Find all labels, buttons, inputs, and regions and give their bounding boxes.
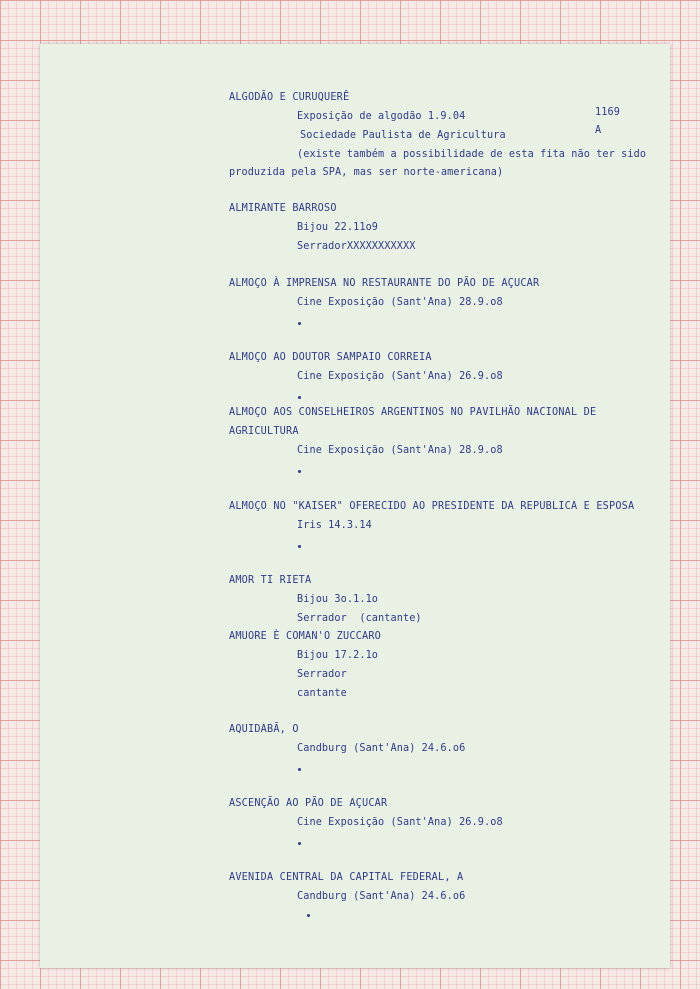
page-mark: A <box>595 125 602 136</box>
bullet-dot <box>298 842 301 845</box>
entry-line: Bijou 22.11o9 <box>297 222 379 233</box>
entry-title: ALMOÇO AO DOUTOR SAMPAIO CORREIA <box>229 352 432 363</box>
entry-title: ASCENÇÃO AO PÃO DE AÇUCAR <box>229 798 388 809</box>
entry-title: AMOR TI RIETA <box>229 575 312 586</box>
entry-line: produzida pela SPA, mas ser norte-americana) <box>229 167 504 178</box>
page-number: 1169 <box>595 107 620 118</box>
entry-line: Cine Exposição (Sant'Ana) 26.9.o8 <box>297 371 503 382</box>
entry-line: Cine Exposição (Sant'Ana) 28.9.o8 <box>297 297 503 308</box>
entry-line: Bijou 17.2.1o <box>297 650 379 661</box>
entry-line: Cine Exposição (Sant'Ana) 26.9.o8 <box>297 817 503 828</box>
entry-title: AMUORE È COMAN'O ZUCCARO <box>229 631 382 642</box>
entry-line: cantante <box>297 688 347 699</box>
entry-line: Iris 14.3.14 <box>297 520 372 531</box>
bullet-dot <box>298 545 301 548</box>
entry-title: AVENIDA CENTRAL DA CAPITAL FEDERAL, A <box>229 872 464 883</box>
entry-title: ALMIRANTE BARROSO <box>229 203 337 214</box>
bullet-dot <box>298 396 301 399</box>
entry-line: Exposição de algodão 1.9.04 <box>297 111 466 122</box>
entry-title: ALMOÇO AOS CONSELHEIROS ARGENTINOS NO PAVILHÃO NACIONAL DE <box>229 407 597 418</box>
bullet-dot <box>307 914 310 917</box>
entry-line: Sociedade Paulista de Agricultura <box>300 130 506 141</box>
entry-line: Serrador <box>297 669 347 680</box>
entry-line: Bijou 3o.1.1o <box>297 594 379 605</box>
entry-line: (existe também a possibilidade de esta fita não ter sido <box>297 149 647 160</box>
entry-line: Cine Exposição (Sant'Ana) 28.9.o8 <box>297 445 503 456</box>
bullet-dot <box>298 322 301 325</box>
entry-line: SerradorXXXXXXXXXXX <box>297 241 416 252</box>
entry-line: Candburg (Sant'Ana) 24.6.o6 <box>297 891 466 902</box>
entry-title: ALMOÇO À IMPRENSA NO RESTAURANTE DO PÃO DE AÇUCAR <box>229 278 540 289</box>
entry-title: AQUIDABÃ, O <box>229 724 299 735</box>
entry-title-continued: AGRICULTURA <box>229 426 299 437</box>
entry-title: ALMOÇO NO "KAISER" OFERECIDO AO PRESIDENTE DA REPUBLICA E ESPOSA <box>229 501 635 512</box>
entry-line: Candburg (Sant'Ana) 24.6.o6 <box>297 743 466 754</box>
entry-line: Serrador (cantante) <box>297 613 422 624</box>
bullet-dot <box>298 470 301 473</box>
bullet-dot <box>298 768 301 771</box>
entry-title: ALGODÃO E CURUQUERÊ <box>229 92 350 103</box>
